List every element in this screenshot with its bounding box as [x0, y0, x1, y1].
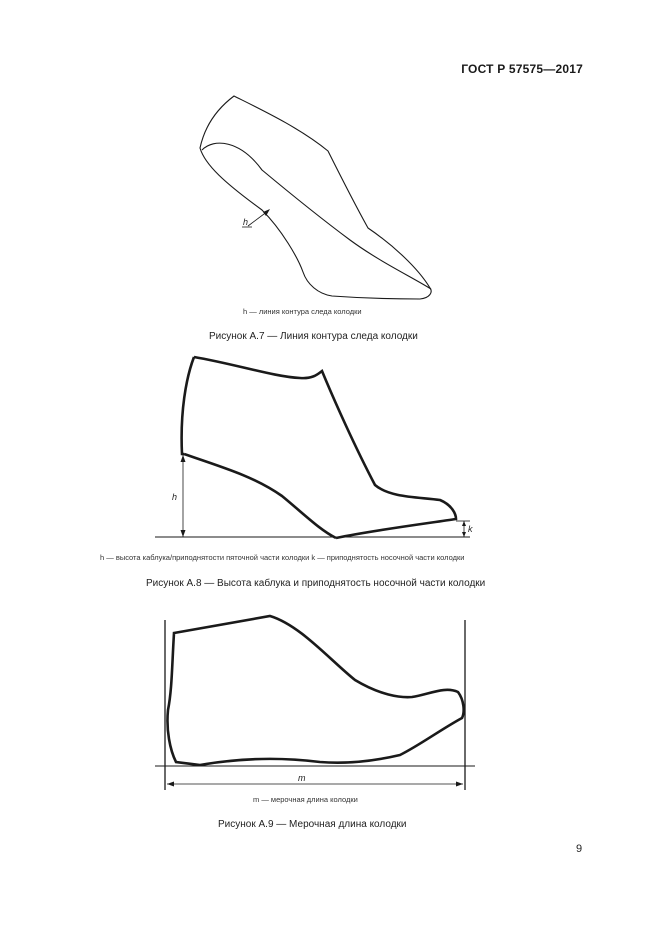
figure-a7-drawing [200, 96, 431, 299]
figure-a7-caption: Рисунок А.7 — Линия контура следа колодки [209, 331, 418, 342]
last-top-outline [200, 96, 431, 299]
figure-a9-legend: m — мерочная длина колодки [253, 795, 358, 804]
figure-a9-label-m: m [298, 773, 306, 783]
figure-a9-caption: Рисунок А.9 — Мерочная длина колодки [218, 819, 407, 830]
shoe-outline-sole [184, 454, 336, 538]
figure-a9-drawing [155, 616, 475, 790]
standard-header: ГОСТ Р 57575—2017 [461, 62, 583, 76]
shoe-outline-upper [182, 357, 456, 538]
figure-a8-drawing [155, 357, 470, 538]
length-arrow-right [456, 782, 463, 787]
shoe-outline [167, 616, 463, 765]
figure-a7-label-h: h [243, 217, 249, 227]
figure-a8-caption: Рисунок А.8 — Высота каблука и приподнятость носочной части колодки [146, 578, 486, 589]
toe-spring-arrow-top [462, 521, 466, 526]
toe-spring-arrow-bottom [462, 532, 466, 537]
figure-a8-legend: h — высота каблука/приподнятости пяточной части колодки k — приподнятость носочной части колодки [100, 553, 465, 562]
figure-a7-legend: h — линия контура следа колодки [243, 307, 362, 316]
heel-height-arrow-top [181, 455, 186, 462]
heel-height-arrow-bottom [181, 530, 186, 537]
label-h-arrowhead [263, 209, 270, 216]
figure-a8-label-h: h [172, 492, 178, 502]
sole-contour-line [202, 143, 431, 289]
page-number: 9 [576, 843, 583, 855]
figure-a8-label-k: k [468, 524, 473, 534]
length-arrow-left [167, 782, 174, 787]
